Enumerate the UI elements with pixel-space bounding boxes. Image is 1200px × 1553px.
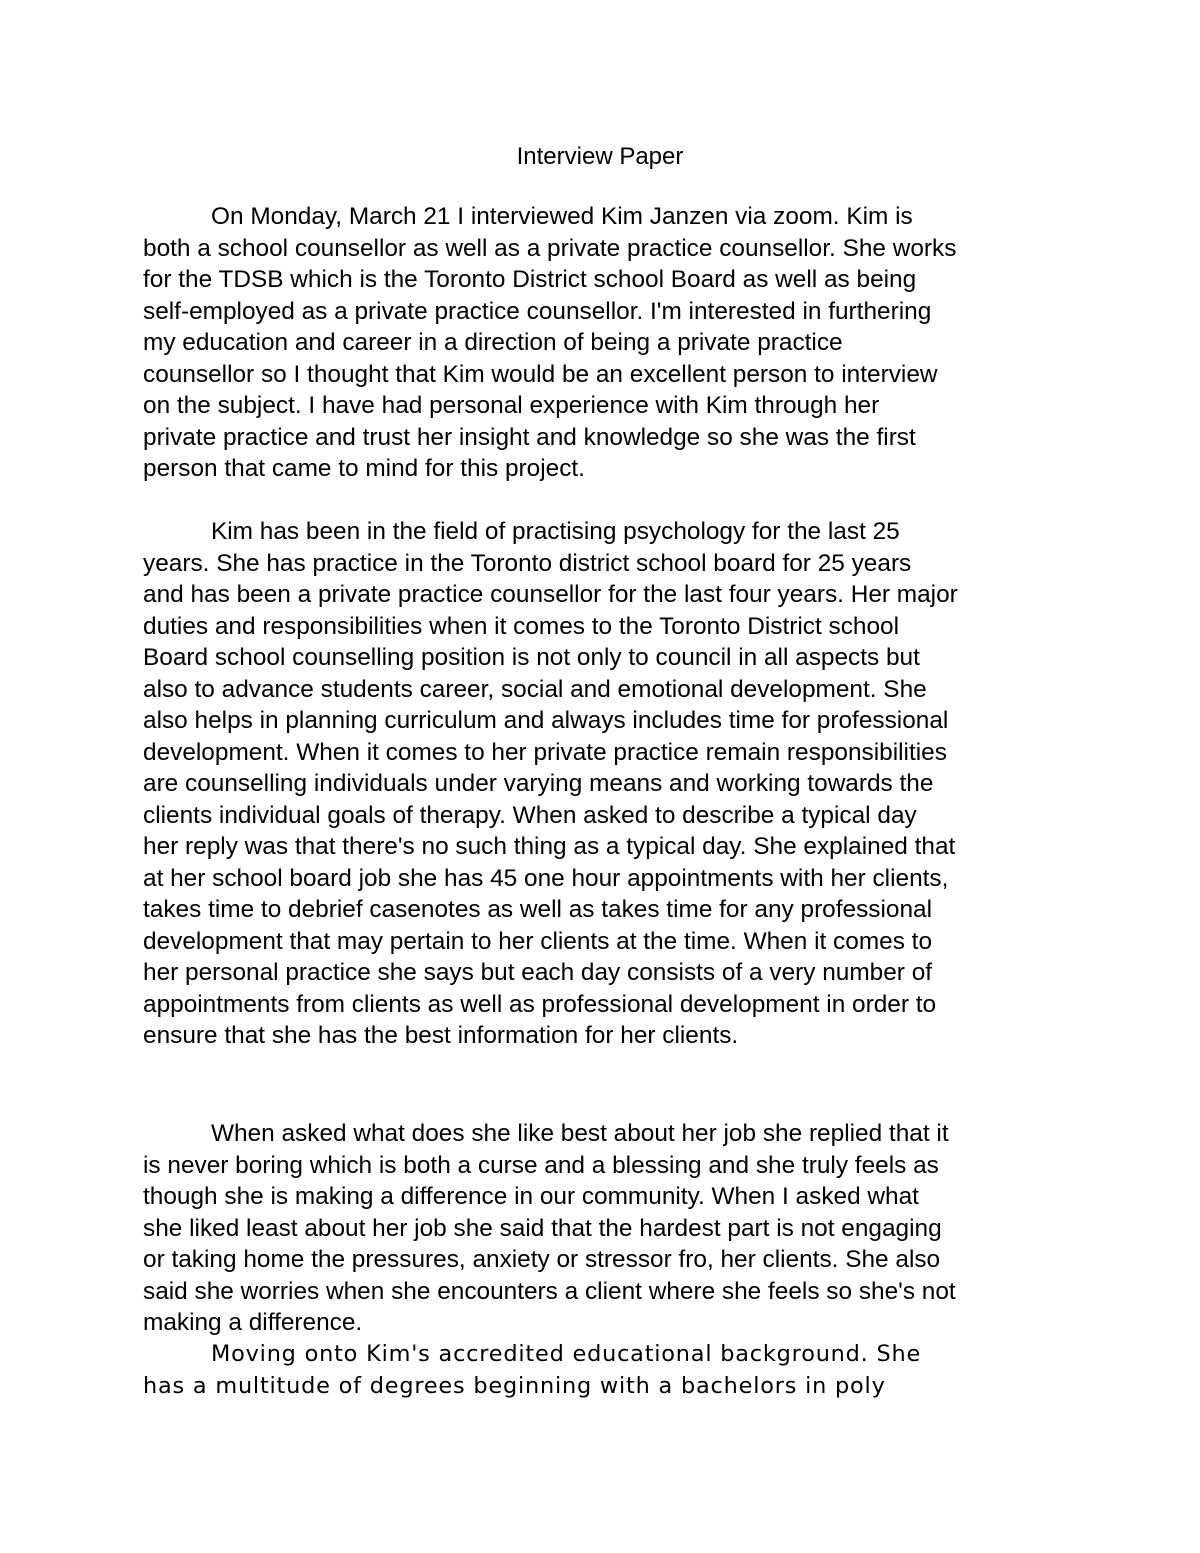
paragraph-line: making a difference.: [143, 1309, 363, 1336]
paragraph-line: my education and career in a direction of being a private practice: [143, 329, 843, 356]
paragraph-line: she liked least about her job she said that the hardest part is not engaging: [143, 1214, 942, 1242]
paragraph-line: is never boring which is both a curse and a blessing and she truly feels as: [143, 1151, 939, 1179]
paragraph-line: When asked what does she like best about her job she replied that it: [211, 1120, 949, 1147]
paragraph-line: are counselling individuals under varying means and working towards the: [143, 770, 934, 797]
paragraph-likes-dislikes: [143, 1118, 1073, 1339]
paragraph-line: though she is making a difference in our community. When I asked what: [143, 1183, 919, 1210]
paragraph-line: duties and responsibilities when it comes to the Toronto District school: [143, 612, 900, 640]
paragraph-line: person that came to mind for this project.: [143, 455, 585, 482]
paragraph-line: also to advance students career, social and emotional development. She: [143, 675, 927, 703]
paragraph-line: private practice and trust her insight and knowledge so she was the first: [143, 423, 916, 451]
paragraph-line: at her school board job she has 45 one hour appointments with her clients,: [143, 864, 949, 892]
paragraph-line: Moving onto Kim's accredited educational background. She: [211, 1341, 922, 1367]
paragraph-line: takes time to debrief casenotes as well as takes time for any professional: [143, 896, 933, 923]
paragraph-line: also helps in planning curriculum and always includes time for professional: [143, 707, 949, 734]
paragraph-line: and has been a private practice counsellor for the last four years. Her major: [143, 581, 958, 608]
paragraph-line: her reply was that there's no such thing as a typical day. She explained that: [143, 833, 956, 860]
paragraph-line: ensure that she has the best information for her clients.: [143, 1022, 739, 1049]
paragraph-line: development. When it comes to her private practice remain responsibilities: [143, 738, 947, 766]
paragraph-line: Kim has been in the field of practising psychology for the last 25: [211, 518, 900, 545]
paragraph-line: counsellor so I thought that Kim would be an excellent person to interview: [143, 360, 938, 388]
paragraph-line: on the subject. I have had personal experience with Kim through her: [143, 392, 880, 419]
paragraph-education: [143, 1339, 1073, 1402]
paragraph-line: On Monday, March 21 I interviewed Kim Janzen via zoom. Kim is: [211, 203, 913, 230]
paragraph-line: for the TDSB which is the Toronto District school Board as well as being: [143, 266, 917, 293]
paragraph-line: Board school counselling position is not only to council in all aspects but: [143, 644, 920, 671]
paragraph-introduction: [143, 201, 1073, 485]
paragraph-line: development that may pertain to her clients at the time. When it comes to: [143, 927, 933, 955]
paragraph-line: has a multitude of degrees beginning with a bachelors in poly: [143, 1372, 886, 1399]
paragraph-line: her personal practice she says but each day consists of a very number of: [143, 959, 933, 986]
page-title: Interview Paper: [516, 143, 684, 170]
paragraph-line: appointments from clients as well as professional development in order to: [143, 990, 937, 1018]
paragraph-line: said she worries when she encounters a client where she feels so she's not: [143, 1277, 956, 1305]
paragraph-line: years. She has practice in the Toronto district school board for 25 years: [143, 549, 912, 577]
paragraph-career: [143, 516, 1073, 1052]
paragraph-line: self-employed as a private practice counsellor. I'm interested in furthering: [143, 297, 932, 325]
paragraph-line: or taking home the pressures, anxiety or stressor fro, her clients. She also: [143, 1246, 941, 1273]
paragraph-line: clients individual goals of therapy. When asked to describe a typical day: [143, 801, 917, 829]
paragraph-line: both a school counsellor as well as a private practice counsellor. She works: [143, 234, 957, 262]
